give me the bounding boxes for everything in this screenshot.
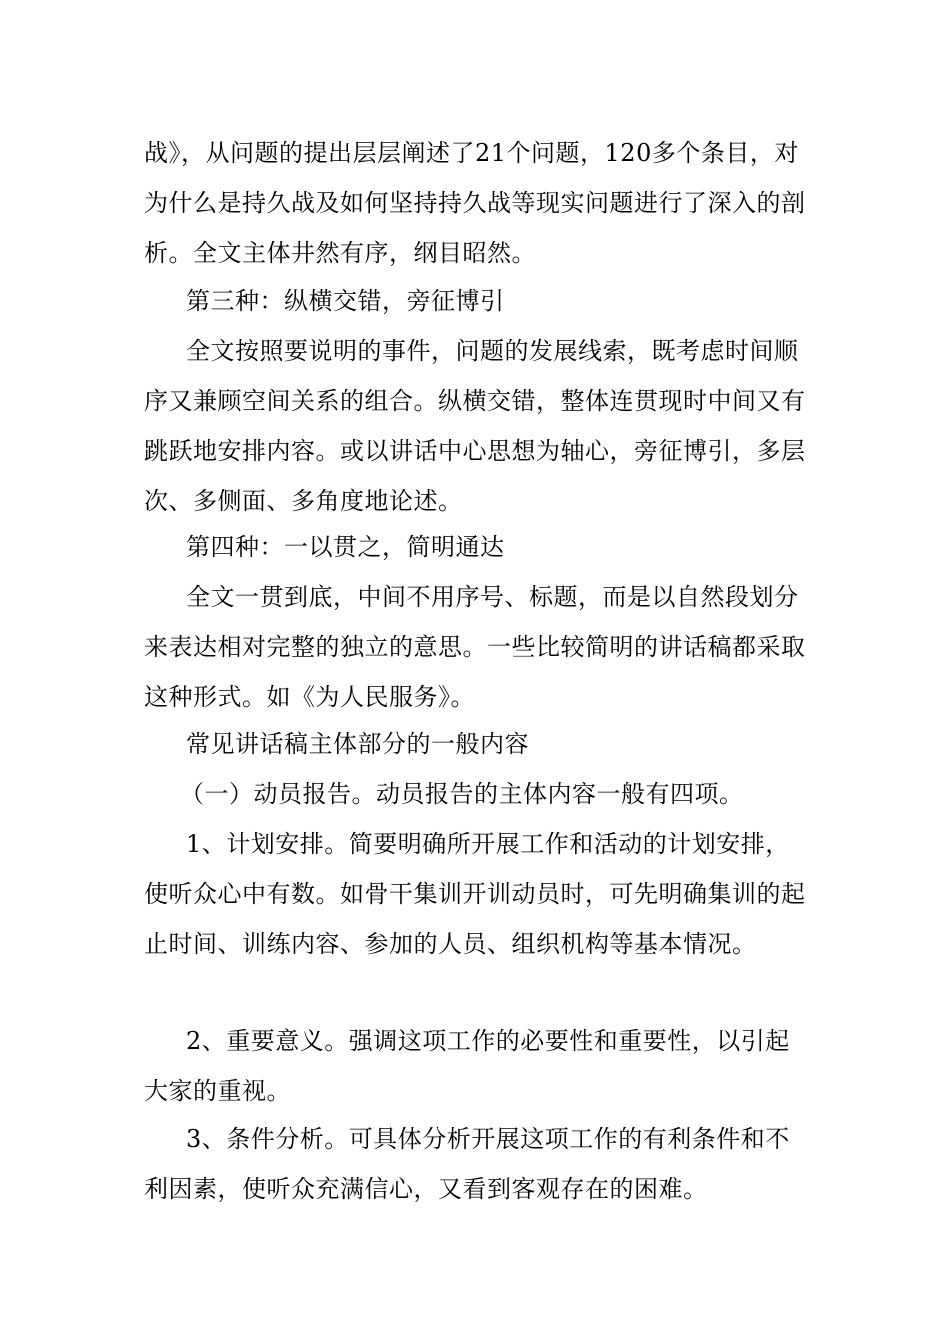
paragraph-third-type: 全文按照要说明的事件，问题的发展线索，既考虑时间顺序又兼顾空间关系的组合。纵横交错，整体连贯现时中间又有跳跃地安排内容。或以讲话中心思想为轴心，旁征博引，多层次、多侧面、多角度地论述。 xyxy=(144,337,806,515)
paragraph-condition-analysis: 3、条件分析。可具体分析开展这项工作的有利条件和不利因素，使听众充满信心，又看到客观存在的困难。 xyxy=(144,1125,790,1203)
heading-common-content: 常见讲话稿主体部分的一般内容 xyxy=(186,730,529,758)
heading-third-type: 第三种：纵横交错，旁征博引 xyxy=(186,287,505,315)
heading-mobilization-report: （一）动员报告。动员报告的主体内容一般有四项。 xyxy=(180,780,744,808)
paragraph-continuation: 战》，从问题的提出层层阐述了21个问题，120多个条目，对为什么是持久战及如何坚持持久战等现实问题进行了深入的剖析。全文主体井然有序，纲目昭然。 xyxy=(144,139,806,267)
paragraph-importance: 2、重要意义。强调这项工作的必要性和重要性，以引起大家的重视。 xyxy=(144,1027,790,1105)
paragraph-fourth-type: 全文一贯到底，中间不用序号、标题，而是以自然段划分来表达相对完整的独立的意思。一些比较简明的讲话稿都采取这种形式。如《为人民服务》。 xyxy=(144,583,806,711)
heading-fourth-type: 第四种：一以贯之，简明通达 xyxy=(186,533,505,561)
paragraph-plan-arrangement: 1、计划安排。简要明确所开展工作和活动的计划安排，使听众心中有数。如骨干集训开训动员时，可先明确集训的起止时间、训练内容、参加的人员、组织机构等基本情况。 xyxy=(144,830,806,958)
